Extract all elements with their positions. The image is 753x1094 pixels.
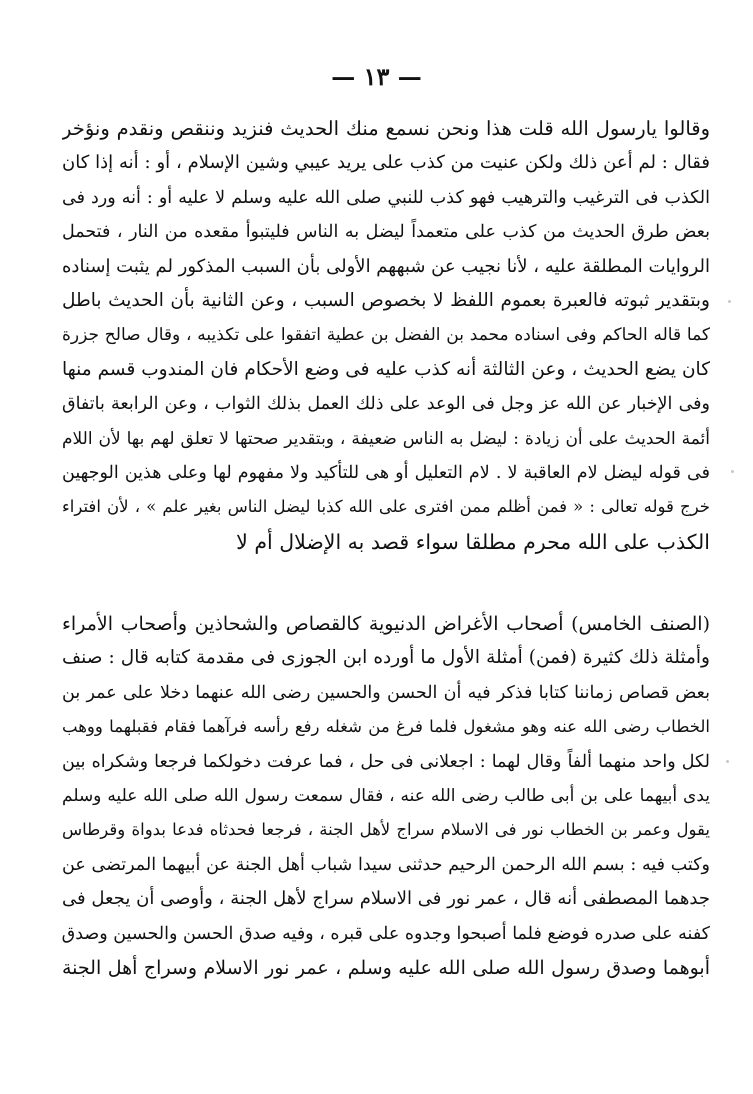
text-line: وكتب فيه : بسم الله الرحمن الرحيم حدثنى سيدا شباب أهل الجنة عن أبيهما المرتضى عن — [62, 854, 710, 875]
text-line: كان يضع الحديث ، وعن الثالثة أنه كذب عليه فى وضع الأحكام فان المندوب قسم منها — [62, 358, 710, 380]
text-line: أبوهما وصدق رسول الله صلى الله عليه وسلم ، عمر نور الاسلام وسراج أهل الجنة — [62, 956, 710, 979]
paragraph-fifth-category — [62, 607, 710, 985]
text-line: يقول وعمر بن الخطاب نور فى الاسلام سراج لأهل الجنة ، فرجعا فحدثاه فدعا بدواة وقرطاس — [62, 820, 710, 840]
text-line: وقالوا يارسول الله قلت هذا ونحن نسمع منك الحديث فنزيد وننقص ونقدم ونؤخر — [62, 117, 710, 140]
text-line: بعض قصاص زماننا كتابا فذكر فيه أن الحسن والحسين رضى الله عنهما دخلا على عمر بن — [62, 682, 710, 703]
text-line: الروايات المطلقة عليه ، لأنا نجيب عن شبههم الأولى بأن السبب المذكور لم يثبت إسناده — [62, 255, 710, 277]
text-line: الخطاب رضى الله عنه وهو مشغول فلما فرغ من شغله رفع رأسه فرآهما فقام فقبلهما ووهب — [62, 717, 710, 737]
scan-speck — [728, 300, 731, 303]
scan-speck — [726, 760, 729, 763]
text-line: (الصنف الخامس) أصحاب الأغراض الدنيوية كالقصاص والشحاذين وأصحاب الأمراء — [62, 613, 710, 635]
text-line: لكل واحد منهما ألفاً وقال لهما : اجعلانى فى حل ، فما عرفت دخولكما فرجعا وشكراه بين — [62, 751, 710, 772]
text-line: يدى أبيهما على بن أبى طالب رضى الله عنه ، فقال سمعت رسول الله صلى الله عليه وسلم — [62, 785, 710, 806]
paragraph-hadith-fabrication-rebuttal — [62, 112, 710, 559]
text-line: الكذب فى الترغيب والترهيب فهو كذب للنبي صلى الله عليه وسلم لا عليه أو : أنه ورد فى — [62, 187, 710, 208]
text-line: كما قاله الحاكم وفى اسناده محمد بن الفضل بن عطية اتفقوا على تكذيبه ، وقال صالح جزرة — [62, 325, 710, 346]
scan-speck — [731, 470, 734, 473]
text-line: وبتقدير ثبوته فالعبرة بعموم اللفظ لا بخصوص السبب ، وعن الثانية بأن الحديث باطل — [62, 289, 710, 311]
page-number: — ١٣ — — [331, 62, 422, 91]
text-line: وفى الإخبار عن الله عز وجل فى الوعد على ذلك العمل بذلك الثواب ، وعن الرابعة باتفاق — [62, 394, 710, 415]
text-line: بعض طرق الحديث من كذب على متعمداً ليضل به الناس فليتبوأ مقعده من النار ، فتحمل — [62, 222, 710, 243]
text-line: وأمثلة ذلك كثيرة (فمن) أمثلة الأول ما أورده ابن الجوزى فى مقدمة كتابه قال : صنف — [62, 647, 710, 669]
text-line: فقال : لم أعن ذلك ولكن عنيت من كذب على يريد عيبي وشين الإسلام ، أو : أنه إذا كان — [62, 152, 710, 174]
text-line: أئمة الحديث على أن زيادة : ليضل به الناس ضعيفة ، وبتقدير صحتها لا تعلق لهم بها لأن اللام — [62, 428, 710, 449]
text-line: خرج قوله تعالى : « فمن أظلم ممن افترى على الله كذبا ليضل الناس بغير علم » ، لأن افتراء — [62, 497, 710, 517]
text-line: الكذب على الله محرم مطلقا سواء قصد به الإضلال أم لا — [236, 529, 710, 554]
text-line: جدهما المصطفى أنه قال ، عمر نور فى الاسلام سراج لأهل الجنة ، وأوصى أن يجعل فى — [62, 888, 710, 910]
text-line: كفنه على صدره فوضع فلما أصبحوا وجدوه على قبره ، وفيه صدق الحسن والحسين وصدق — [62, 923, 710, 944]
text-line: فى قوله ليضل لام العاقبة لا . لام التعليل أو هى للتأكيد ولا مفهوم لها وعلى هذين الوجهين — [62, 462, 710, 483]
